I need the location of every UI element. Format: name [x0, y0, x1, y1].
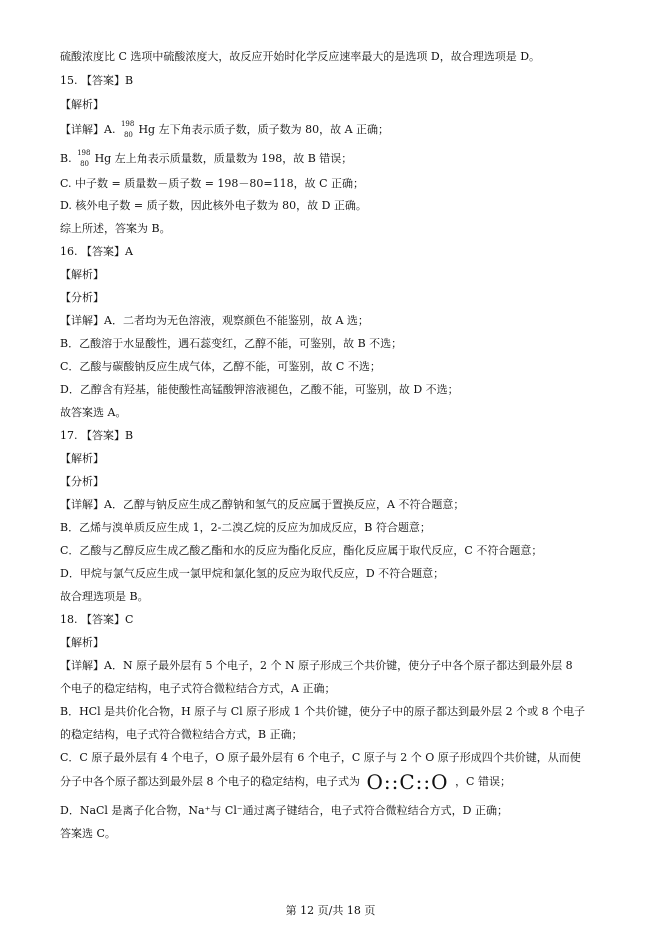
- text-line: D．乙醇含有羟基，能使酸性高锰酸钾溶液褪色，乙酸不能，可鉴别，故 D 不选；: [60, 383, 459, 396]
- atomic-number: 80: [80, 160, 90, 168]
- answer-17-heading: 17. 【答案】B: [60, 429, 134, 442]
- text-line: C. 中子数 = 质量数－质子数 = 198－80=118，故 C 正确；: [60, 177, 365, 190]
- text-line: D. 核外电子数 = 质子数，因此核外电子数为 80，故 D 正确。: [60, 199, 367, 212]
- isotope-notation: [119, 120, 135, 140]
- text-line: B．HCl 是共价化合物，H 原子与 Cl 原子形成 1 个共价键，使分子中的原子都达到最外层 2 个或 8 个电子: [60, 705, 586, 718]
- analysis-heading: 【解析】: [60, 452, 104, 465]
- answer-18-heading: 18. 【答案】C: [60, 613, 134, 626]
- analysis-subheading: 【分析】: [60, 475, 104, 488]
- analysis-heading: 【解析】: [60, 268, 104, 281]
- text-line: 答案选 C。: [60, 827, 116, 840]
- isotope-notation: [75, 149, 91, 169]
- text-line: 故合理选项是 B。: [60, 590, 149, 603]
- text-line: 综上所述，答案为 B。: [60, 222, 171, 235]
- co2-line: [60, 771, 511, 793]
- isotope-line-a-prefix: 【详解】A.: [60, 123, 116, 136]
- text-line: 【详解】A．乙醇与钠反应生成乙醇钠和氢气的反应属于置换反应，A 不符合题意；: [60, 498, 465, 511]
- analysis-heading: 【解析】: [60, 98, 104, 111]
- text-line: B．乙烯与溴单质反应生成 1，2-二溴乙烷的反应为加成反应，B 符合题意；: [60, 521, 431, 534]
- text-line: C．乙酸与碳酸钠反应生成气体，乙醇不能，可鉴别，故 C 不选；: [60, 360, 381, 373]
- element-symbol: Hg: [94, 152, 112, 165]
- answer-16-heading: 16. 【答案】A: [60, 245, 133, 258]
- atomic-number: 80: [123, 131, 133, 139]
- isotope-line-a: [60, 120, 389, 140]
- co2-line-prefix: 分子中各个原子都达到最外层 8 个电子的稳定结构，电子式为: [60, 775, 360, 788]
- text-line: 的稳定结构，电子式符合微粒结合方式，B 正确；: [60, 728, 303, 741]
- element-symbol: Hg: [138, 123, 156, 136]
- text-line: 【详解】A．N 原子最外层有 5 个电子，2 个 N 原子形成三个共价键，使分子中各个原子都达到最外层 8: [60, 659, 573, 672]
- analysis-heading: 【解析】: [60, 636, 104, 649]
- text-line: C．C 原子最外层有 4 个电子，O 原子最外层有 6 个电子，C 原子与 2 个 O 原子形成四个共价键，从而使: [60, 751, 581, 764]
- mass-number: 198: [77, 149, 91, 157]
- text-line: 硫酸浓度比 C 选项中硫酸浓度大，故反应开始时化学反应速率最大的是选项 D，故合理选项是 D。: [60, 50, 541, 63]
- isotope-line-b-suffix: 左上角表示质量数，质量数为 198，故 B 错误；: [114, 152, 353, 165]
- co2-electron-formula: [367, 771, 449, 793]
- text-line: B．乙酸溶于水显酸性，遇石蕊变红，乙醇不能，可鉴别，故 B 不选；: [60, 337, 403, 350]
- analysis-subheading: 【分析】: [60, 291, 104, 304]
- mass-number: 198: [120, 120, 135, 128]
- text-line: D．甲烷与氯气反应生成一氯甲烷和氯化氢的反应为取代反应，D 不符合题意；: [60, 567, 445, 580]
- text-line: 个电子的稳定结构，电子式符合微粒结合方式，A 正确；: [60, 682, 336, 695]
- co2-formula-text: O::C::O: [366, 770, 449, 794]
- text-line: 故答案选 A。: [60, 406, 127, 419]
- page-footer: 第 12 页/共 18 页: [285, 904, 376, 917]
- text-line: C．乙酸与乙醇反应生成乙酸乙酯和水的反应为酯化反应，酯化反应属于取代反应，C 不符合题意；: [60, 544, 543, 557]
- isotope-line-a-suffix: 左下角表示质子数，质子数为 80，故 A 正确；: [158, 123, 390, 136]
- co2-line-suffix: ，C 错误；: [455, 775, 511, 788]
- answer-15-heading: 15. 【答案】B: [60, 74, 134, 87]
- text-line: 【详解】A．二者均为无色溶液，观察颜色不能鉴别，故 A 选；: [60, 314, 369, 327]
- text-line: D．NaCl 是离子化合物，Na⁺与 Cl⁻通过离子键结合，电子式符合微粒结合方式，D 正确；: [60, 804, 508, 817]
- isotope-line-b: [60, 149, 352, 169]
- isotope-line-b-prefix: B.: [60, 152, 72, 165]
